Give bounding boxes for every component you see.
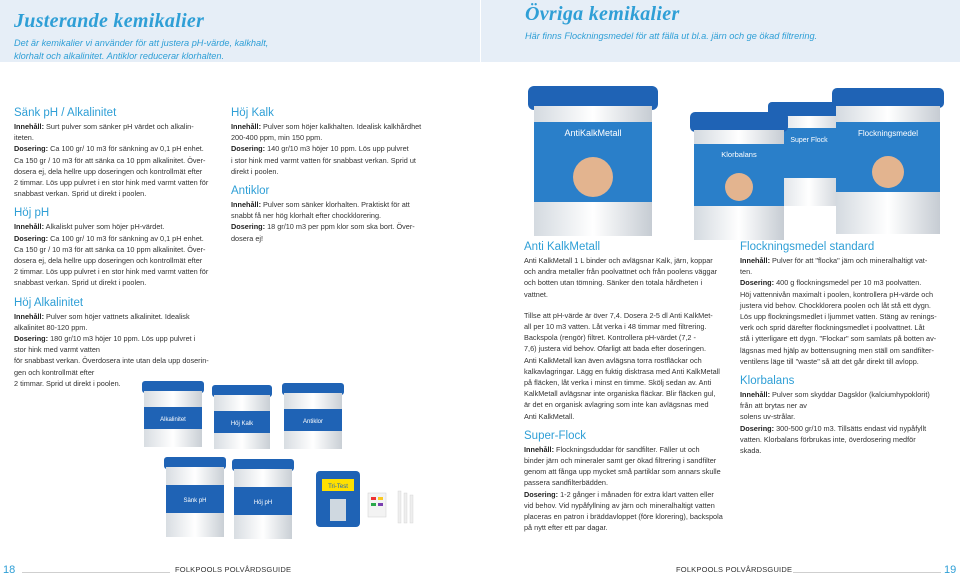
- bucket-front-1: [164, 457, 226, 537]
- section-body-anti-kalkmetall: Anti KalkMetall 1 L binder och avlägsnar Kalk, järn, koppar och andra metaller från poolvattnet och från poolens väggar och botten utan tömning. Sänker den totala hårdheten i vattnet. Tillse att pH-värde är över 7,4. Dosera 2-5 dl Anti KalkMet- all per 10 m3 vatten. Låt verka i 48 timmar med filtrering. Backspola (rengör) filtret. Kontrollera pH-värdet (7,2 - 7,6) justera vid behov. Ofarligt att bada efter doseringen. Anti KalkMetall kan även avlägsna torra rostfläckar och kalkavlagringar. Lägg en fuktig disktrasa med Anti KalkMetall på fläcken, låt verka i minst en timme. Skölj sedan av. Anti KalkMetall avlägsnar inte organiska fläckar. Blir fläcken gul, är det en organisk avlagring som inte kan avlägsnas med Anti KalkMetall.: [524, 256, 720, 421]
- section-title-hoj-alkalinitet: Höj Alkalinitet: [14, 296, 84, 309]
- page-number-right: 19: [944, 564, 957, 576]
- section-title-flockningsmedel: Flockningsmedel standard: [740, 241, 875, 253]
- footer-label-right: FOLKPOOLS POLVÅRDSGUIDE: [676, 565, 793, 574]
- svg-text:Höj Kalk: Höj Kalk: [230, 421, 254, 427]
- svg-text:Super Flock: Super Flock: [790, 137, 828, 144]
- section-body-hoj-ph: Innehåll: Alkaliskt pulver som höjer pH-värdet. Dosering: Ca 100 gr/ 10 m3 för sänkning av 0,1 pH enhet. Ca 150 gr / 10 m3 för att sänka ca 10 ppm alkalinitet. Över- dosera ej, dela hellre upp doseringen och kontrollmät efter 2 timmar. Lös upp pulvret i en stor hink med varmt vatten för snabbast verkan. Sprid ut direkt i poolen.: [14, 222, 209, 288]
- test-kit: [316, 471, 413, 527]
- section-body-klorbalans: Innehåll: Pulver som skyddar Dagsklor (kalciumhypoklorit) från att brytas ner av solens uv-strålar. Dosering: 300-500 gr/10 m3. Tillsätts endast vid nypåfyllt vatten. Klorbalans förbrukas inte, överdosering medför skada.: [740, 390, 930, 456]
- svg-text:Höj pH: Höj pH: [253, 500, 273, 506]
- left-page-title: Justerande kemikalier: [14, 10, 205, 32]
- column-left: [14, 107, 214, 389]
- section-title-klorbalans: Klorbalans: [740, 375, 795, 388]
- section-title-super-flock: Super-Flock: [524, 429, 586, 442]
- section-body-hoj-alkalinitet: Innehåll: Pulver som höjer vattnets alkalinitet. Idealisk alkalinitet 80-120 ppm. Dosering: 180 gr/10 m3 höjer 10 ppm. Lös upp pulvret i stor hink med varmt vatten för snabbast verkan. Överdosera inte utan dela upp doserin- gen och kontrollmät efter 2 timmar. Sprid ut direkt i poolen.: [14, 311, 209, 388]
- right-page-title: Övriga kemikalier: [525, 3, 680, 25]
- svg-text:Alkalinitet: Alkalinitet: [160, 417, 186, 423]
- bucket-back-2: [212, 385, 272, 449]
- right-lead: Här finns Flockningsmedel för att fälla ut bl.a. järn och ge ökad filtrering.: [525, 31, 818, 41]
- section-title-hoj-ph: Höj pH: [14, 207, 50, 220]
- product-group-photo: [120, 375, 450, 565]
- footer-label-left: FOLKPOOLS POLVÅRDSGUIDE: [175, 565, 292, 574]
- section-title-antiklor: Antiklor: [231, 185, 270, 198]
- antikalkmetall-bucket: [528, 86, 658, 236]
- footer-rule-right: [793, 572, 941, 573]
- svg-text:Sänk pH: Sänk pH: [183, 498, 207, 504]
- column-right-1: [524, 241, 734, 533]
- flockningsmedel-bucket: [832, 88, 944, 234]
- column-middle: [231, 107, 436, 244]
- section-body-super-flock: Innehåll: Flockningsduddar för sandfilter. Fäller ut och binder järn och mineraler samt ger ökad filtrering i sandfilter genom att fånga upp mycket små partiklar som annars skulle passera sandfilterbädden. Dosering: 1-2 gånger i månaden för extra klart vatten eller vid behov. Vid nypåfyllning av järn och mineralhaltigt vatten placeras en patron i bräddavloppet (före klorering), backspola på nytt efter ett par dagar.: [524, 444, 723, 533]
- section-title-hoj-kalk: Höj Kalk: [231, 107, 274, 119]
- section-body-flockningsmedel: Innehåll: Pulver för att "flocka" järn och mineralhaltigt vat- ten. Dosering: 400 g flockningsmedel per 10 m3 poolvatten. Höj vattennivån maximalt i poolen, kontrollera pH-värde och justera vid behov. Chockklorera poolen och låt stå ett dygn. Lös upp flockningsmedlet i ljummet vatten. Stäng av renings- verk och sprid därefter flockningsmedlet i poolvattnet. Låt stå i ytterligare ett dygn. "Flockar" som samlats på botten av- lägsnas med hjälp av bottensugning men ställ om sandfilter- ventilens läge till "waste" så att det går direkt till avlopp.: [740, 256, 937, 366]
- section-title-sank-ph: Sänk pH / Alkalinitet: [14, 107, 117, 119]
- right-product-photo: [520, 82, 950, 247]
- svg-text:Tri-Test: Tri-Test: [328, 484, 348, 490]
- section-title-anti-kalkmetall: Anti KalkMetall: [524, 241, 601, 253]
- klorbalans-bucket: [690, 112, 788, 240]
- bucket-back-3: [282, 383, 344, 449]
- page-number-left: 18: [3, 564, 16, 576]
- svg-text:Klorbalans: Klorbalans: [721, 150, 757, 159]
- section-body-antiklor: Innehåll: Pulver som sänker klorhalten. Praktiskt för att snabbt få ner hög klorhalt efter chockklorering. Dosering: 18 gr/10 m3 per ppm klor som ska bort. Över- dosera ej!: [231, 200, 415, 243]
- footer-rule-left: [22, 572, 170, 573]
- section-body-hoj-kalk: Innehåll: Pulver som höjer kalkhalten. Idealisk kalkhårdhet 200-400 ppm, min 150 ppm. Dosering: 140 gr/10 m3 höjer 10 ppm. Lös upp pulvret i stor hink med varmt vatten för snabbast verkan. Sprid ut direkt i poolen.: [231, 122, 422, 176]
- column-right-2: [740, 241, 952, 456]
- section-body-sank-ph: Innehåll: Surt pulver som sänker pH värdet och alkalin- iteten. Dosering: Ca 100 gr/ 10 m3 för sänkning av 0,1 pH enhet. Ca 150 gr / 10 m3 för att sänka ca 10 ppm alkalinitet. Över- dosera ej, dela hellre upp doseringen och kontrollmät efter 2 timmar. Lös upp pulvret i en stor hink med varmt vatten för snabbast verkan. Sprid ut direkt i poolen.: [14, 122, 209, 199]
- svg-text:Antiklor: Antiklor: [302, 419, 324, 425]
- bucket-back-1: [142, 381, 204, 447]
- bucket-front-2: [232, 459, 294, 539]
- left-lead: Det är kemikalier vi använder för att justera pH-värde, kalkhalt, klorhalt och alkalinitet. Antiklor reducerar klorhalten.: [14, 38, 269, 61]
- svg-text:AntiKalkMetall: AntiKalkMetall: [564, 128, 622, 138]
- svg-text:Flockningsmedel: Flockningsmedel: [857, 129, 919, 138]
